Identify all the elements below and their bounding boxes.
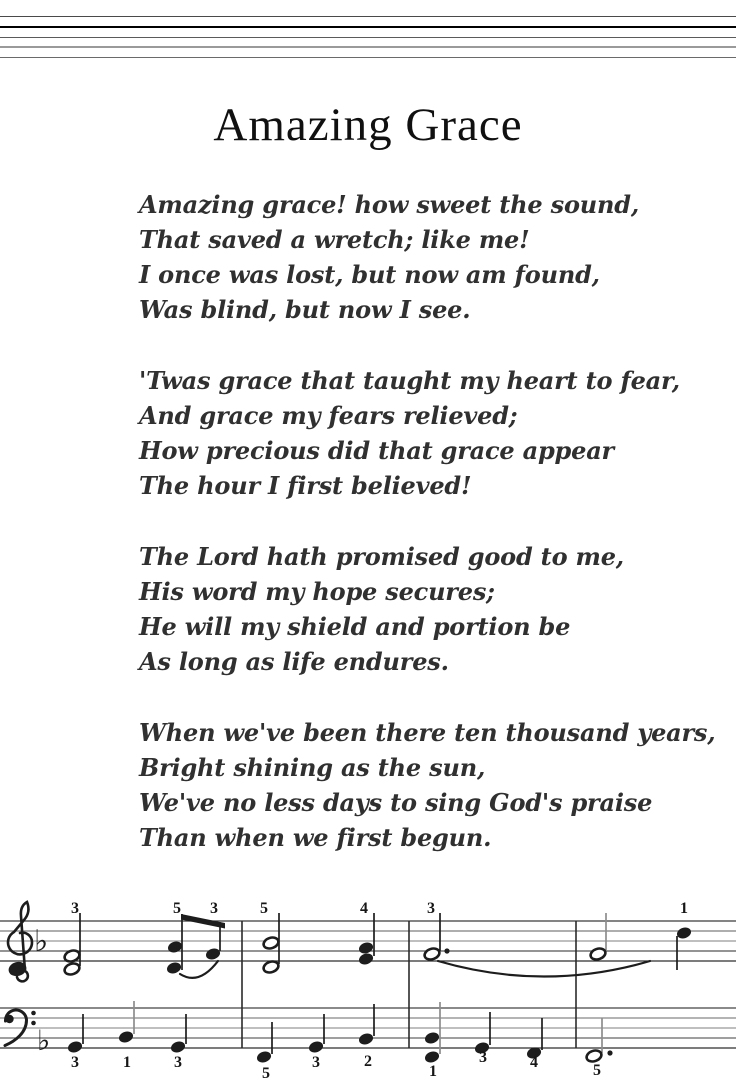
lyric-line: Than when we first begun. xyxy=(139,823,492,852)
lyric-line: Bright shining as the sun, xyxy=(139,753,486,782)
notehead xyxy=(308,1040,325,1054)
lyric-line: 'Twas grace that taught my heart to fear, xyxy=(139,366,680,395)
notehead xyxy=(118,1030,135,1044)
lyric-line: He will my shield and portion be xyxy=(139,612,571,641)
notehead-open xyxy=(589,947,607,962)
finger-number: 4 xyxy=(530,1054,538,1071)
finger-number: 5 xyxy=(262,1065,270,1080)
notehead xyxy=(167,940,184,954)
notehead xyxy=(205,947,222,961)
tie xyxy=(438,961,650,977)
lyric-line: Was blind, but now I see. xyxy=(139,295,471,324)
lyric-line: We've no less days to sing God's praise xyxy=(139,788,653,817)
page-title: Amazing Grace xyxy=(213,99,523,151)
notehead xyxy=(170,1040,187,1054)
tie xyxy=(180,961,218,978)
notehead-open xyxy=(63,962,81,977)
lyric-line: That saved a wretch; like me! xyxy=(139,225,530,254)
flat-sign: ♭ xyxy=(34,924,49,959)
lyric-line: When we've been there ten thousand years, xyxy=(139,718,716,747)
lyric-line: The Lord hath promised good to me, xyxy=(139,542,624,571)
notehead-open xyxy=(423,947,441,962)
finger-number: 1 xyxy=(123,1054,131,1071)
finger-number: 3 xyxy=(71,900,79,917)
finger-number: 1 xyxy=(680,900,688,917)
lyric-line: Amazing grace! how sweet the sound, xyxy=(139,190,639,219)
finger-number: 3 xyxy=(479,1049,487,1066)
lyric-line: His word my hope secures; xyxy=(139,577,495,606)
lyric-line: How precious did that grace appear xyxy=(139,436,615,465)
notehead xyxy=(424,1031,441,1045)
flat-sign: ♭ xyxy=(37,1024,51,1057)
finger-number: 3 xyxy=(174,1054,182,1071)
lyric-line: I once was lost, but now am found, xyxy=(139,260,600,289)
finger-number: 1 xyxy=(429,1063,437,1080)
finger-number: 2 xyxy=(364,1053,372,1070)
finger-number: 3 xyxy=(210,900,218,917)
notehead xyxy=(358,952,375,966)
bass-clef-dot xyxy=(31,1021,36,1026)
finger-number: 5 xyxy=(260,900,268,917)
lyric-line: As long as life endures. xyxy=(139,647,449,676)
notehead xyxy=(358,941,375,955)
finger-number: 5 xyxy=(173,900,181,917)
notehead-open xyxy=(262,960,280,975)
finger-number: 3 xyxy=(71,1054,79,1071)
lyric-line: And grace my fears relieved; xyxy=(139,401,518,430)
finger-number: 5 xyxy=(593,1062,601,1079)
notehead xyxy=(256,1050,273,1064)
augmentation-dot xyxy=(607,1050,612,1055)
notehead xyxy=(67,1040,84,1054)
lyric-line: The hour I first believed! xyxy=(139,471,472,500)
bass-clef-dot xyxy=(31,1011,36,1016)
augmentation-dot xyxy=(444,948,449,953)
finger-number: 4 xyxy=(360,900,368,917)
notehead-open xyxy=(262,936,280,951)
notehead xyxy=(676,926,693,940)
notehead xyxy=(358,1032,375,1046)
finger-number: 3 xyxy=(312,1054,320,1071)
finger-number: 3 xyxy=(427,900,435,917)
